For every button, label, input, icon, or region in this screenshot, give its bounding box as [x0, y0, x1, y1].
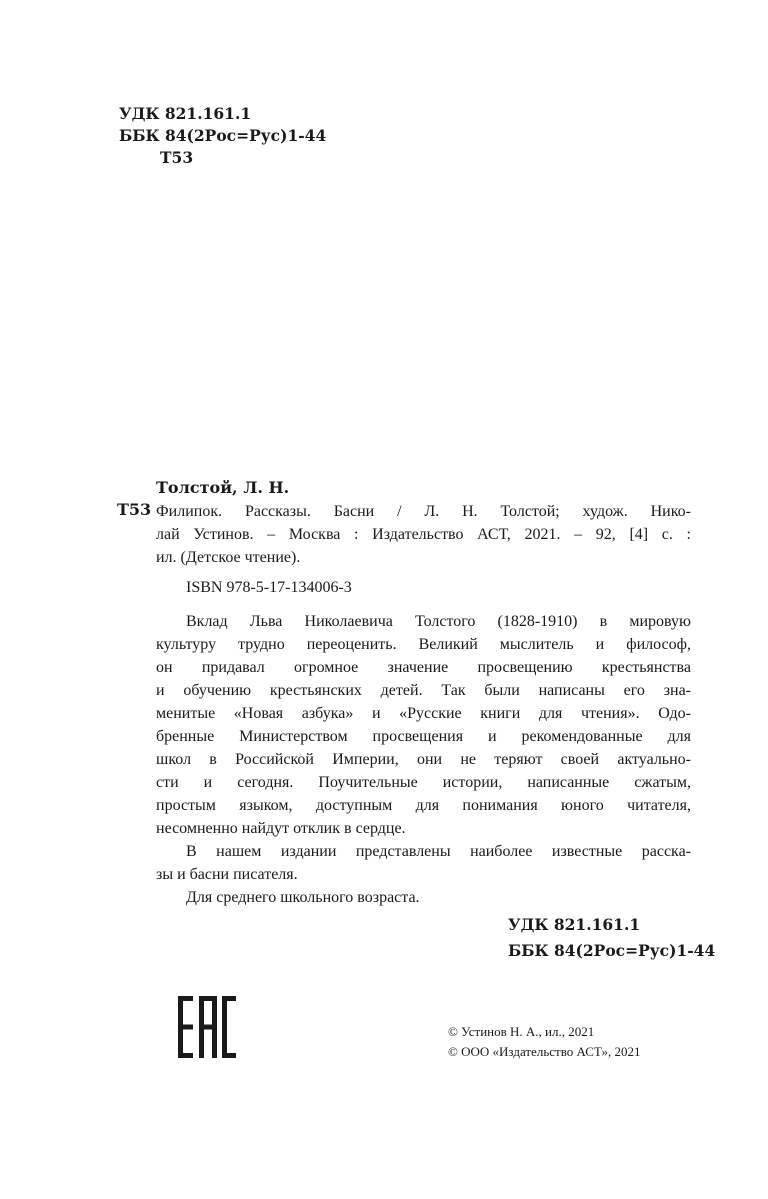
bbk-code-bottom: ББК 84(2Рос=Рус)1-44: [508, 941, 716, 960]
author-sign-left: Т53: [117, 500, 152, 519]
copyright-illustrator: © Устинов Н. А., ил., 2021: [448, 1024, 595, 1039]
annotation-line: В нашем издании представлены наиболее известные расска-: [186, 843, 691, 860]
author-heading: Толстой, Л. Н.: [156, 478, 290, 497]
biblio-line: ил. (Детское чтение).: [156, 549, 301, 566]
annotation-line: менитые «Новая азбука» и «Русские книги для чтения». Одо-: [156, 705, 691, 722]
audience-line: Для среднего школьного возраста.: [186, 889, 420, 906]
annotation: [156, 610, 691, 909]
annotation-line: простым языком, доступным для понимания юного читателя,: [156, 797, 691, 814]
copyright-block: [448, 1022, 641, 1062]
annotation-line: сти и сегодня. Поучительные истории, написанные сжатым,: [156, 774, 691, 791]
author-sign-top: Т53: [160, 148, 194, 167]
bibliographic-description: [156, 500, 691, 569]
annotation-line: Вклад Льва Николаевича Толстого (1828-1910) в мировую: [186, 613, 691, 630]
isbn: ISBN 978-5-17-134006-3: [186, 579, 352, 596]
annotation-line: зы и басни писателя.: [156, 866, 298, 883]
biblio-line: лай Устинов. – Москва : Издательство АСТ, 2021. – 92, [4] с. :: [156, 526, 691, 543]
top-classification-codes: [119, 103, 326, 169]
annotation-line: он придавал огромное значение просвещению крестьянства: [156, 659, 691, 676]
eac-conformity-mark-icon: [178, 996, 238, 1062]
udk-code-bottom: УДК 821.161.1: [508, 915, 641, 934]
udk-code-top: УДК 821.161.1: [119, 104, 252, 123]
copyright-publisher: © ООО «Издательство АСТ», 2021: [448, 1044, 641, 1059]
bbk-code-top: ББК 84(2Рос=Рус)1-44: [119, 126, 327, 145]
annotation-line: несомненно найдут отклик в сердце.: [156, 820, 406, 837]
annotation-line: бренные Министерством просвещения и рекомендованные для: [156, 728, 691, 745]
annotation-line: и обучению крестьянских детей. Так были написаны его зна-: [156, 682, 691, 699]
bottom-classification-codes: [508, 912, 715, 964]
annotation-line: школ в Российской Империи, они не теряют своей актуально-: [156, 751, 691, 768]
biblio-line: Филипок. Рассказы. Басни / Л. Н. Толстой; худож. Нико-: [156, 503, 691, 520]
annotation-line: культуру трудно переоценить. Великий мыслитель и философ,: [156, 636, 691, 653]
